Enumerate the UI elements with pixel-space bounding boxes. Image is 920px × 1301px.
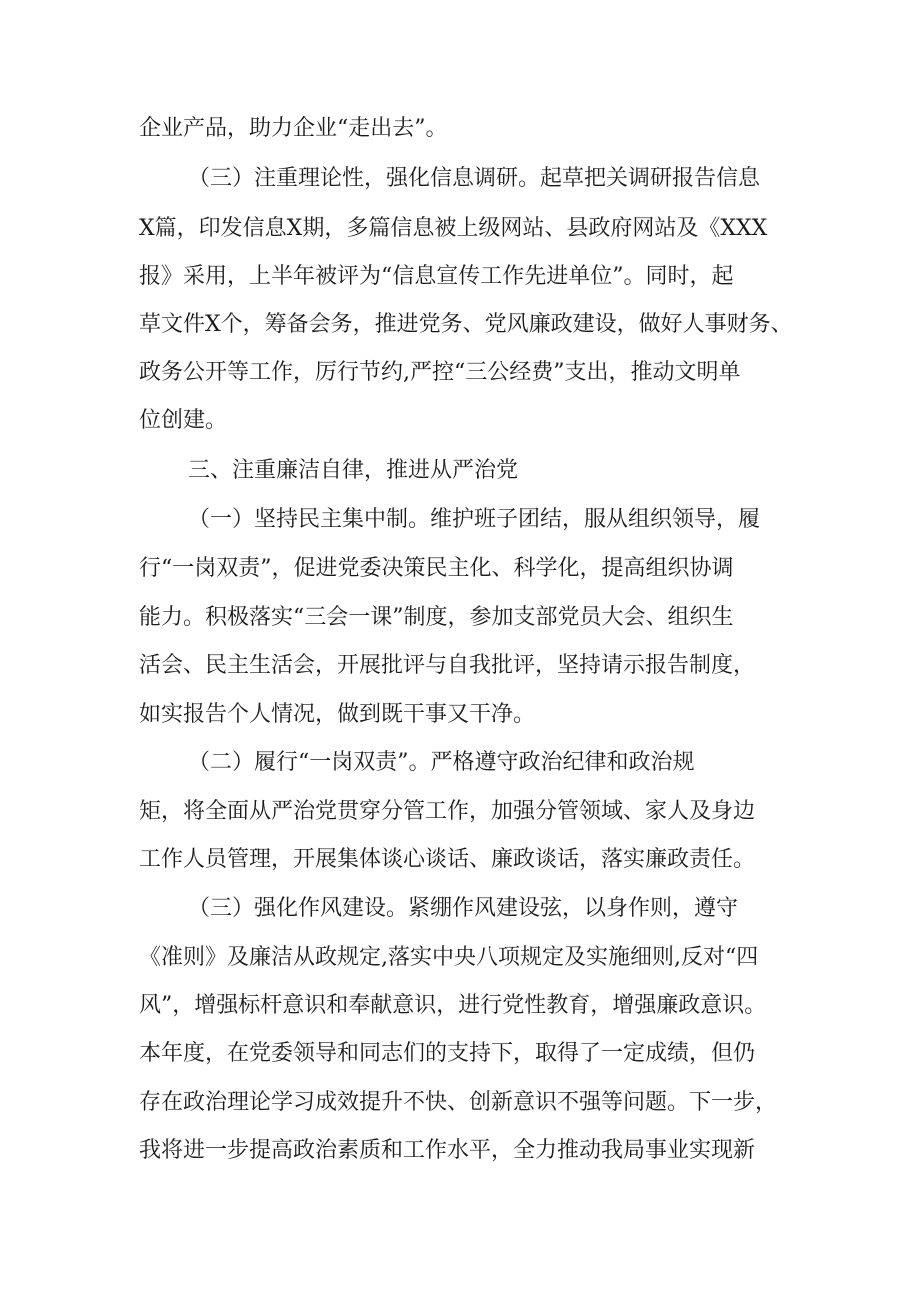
text-line: 位创建。: [139, 408, 228, 433]
text-line: 矩，将全面从严治党贯穿分管工作，加强分管领域、家人及身边: [139, 799, 756, 824]
section-heading-3: 三、注重廉洁自律，推进从严治党: [188, 458, 519, 483]
text-line: 草文件X个，筹备会务，推进党务、党风廉政建设，做好人事财务、: [139, 312, 793, 337]
text-line: 活会、民主生活会，开展批评与自我批评，坚持请示报告制度，: [139, 653, 756, 678]
text-line: X篇，印发信息X期，多篇信息被上级网站、县政府网站及《XXX: [139, 216, 768, 241]
text-line: 如实报告个人情况，做到既干事又干净。: [139, 702, 536, 727]
paragraph-subheading-2: （二）履行“一岗双责”。严格遵守政治纪律和政治规: [188, 750, 695, 775]
text-line: 报》采用，上半年被评为“信息宣传工作先进单位”。同时，起: [139, 264, 734, 289]
text-line: 政务公开等工作，厉行节约,严控“三公经费”支出，推动文明单: [139, 360, 741, 385]
text-line: 能力。积极落实“三会一课”制度，参加支部党员大会、组织生: [139, 605, 734, 630]
text-line: 风”，增强标杆意识和奉献意识，进行党性教育，增强廉政意识。: [139, 993, 767, 1018]
text-line: 本年度，在党委领导和同志们的支持下，取得了一定成绩，但仍: [139, 1041, 756, 1066]
paragraph-subheading-3: （三）注重理论性，强化信息调研。起草把关调研报告信息: [188, 166, 761, 191]
text-line: 我将进一步提高政治素质和工作水平，全力推动我局事业实现新: [139, 1138, 756, 1163]
paragraph-subheading-3b: （三）强化作风建设。紧绷作风建设弦，以身作则，遵守: [188, 896, 739, 921]
paragraph-subheading-1: （一）坚持民主集中制。维护班子团结，服从组织领导，履: [188, 507, 761, 532]
text-line: 企业产品，助力企业“走出去”。: [139, 116, 448, 141]
text-line: 《准则》及廉洁从政规定,落实中央八项规定及实施细则,反对“四: [139, 945, 759, 970]
text-line: 存在政治理论学习成效提升不快、创新意识不强等问题。下一步，: [139, 1090, 778, 1115]
text-line: 行“一岗双责”，促进党委决策民主化、科学化，提高组织协调: [139, 556, 734, 581]
text-line: 工作人员管理，开展集体谈心谈话、廉政谈话，落实廉政责任。: [139, 847, 756, 872]
